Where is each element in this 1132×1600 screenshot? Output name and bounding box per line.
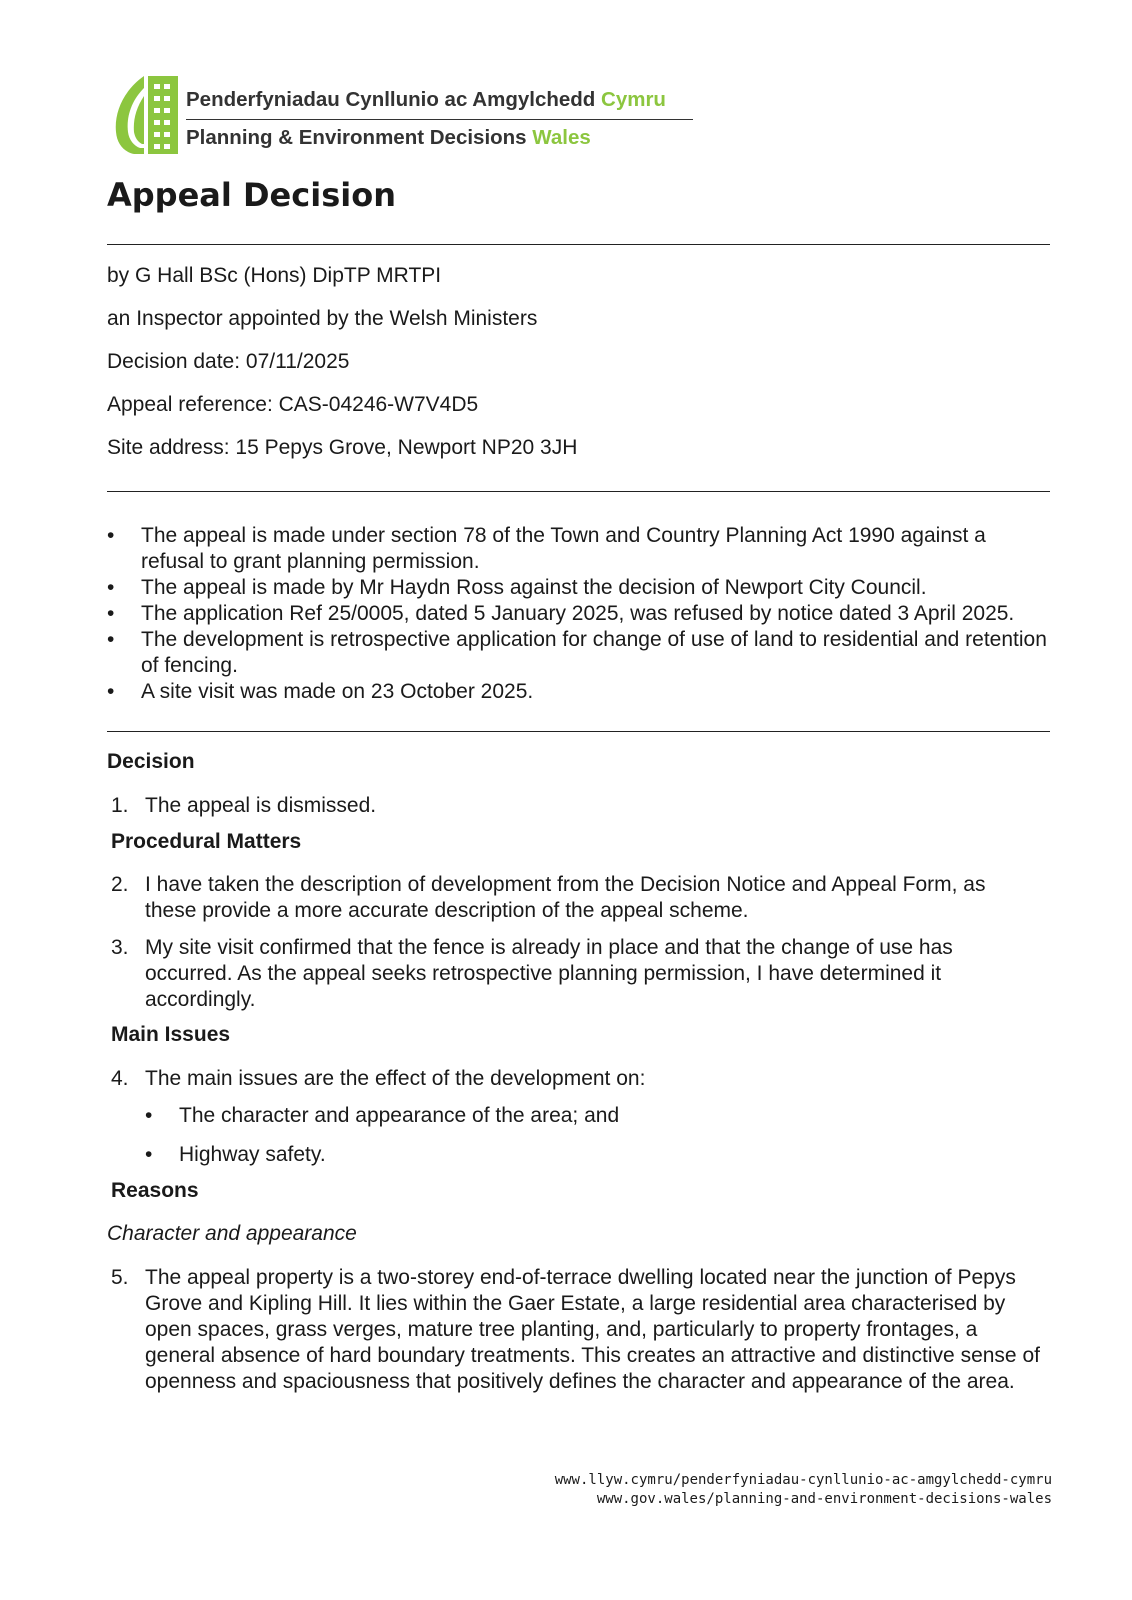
paragraph-5 bbox=[111, 1265, 1041, 1395]
paragraph-text: My site visit confirmed that the fence is already in place and that the change of use has occurred. As the appeal seeks retrospective planning permission, I have determined it accordingly. bbox=[145, 936, 953, 1011]
paragraph-text: The main issues are the effect of the development on: bbox=[145, 1067, 646, 1090]
paragraph-4 bbox=[111, 1066, 1041, 1092]
divider bbox=[107, 731, 1050, 732]
list-item: • The appeal is made by Mr Haydn Ross against the decision of Newport City Council. bbox=[107, 575, 1050, 601]
list-item: • A site visit was made on 23 October 2025. bbox=[107, 679, 1050, 705]
list-item: • The development is retrospective application for change of use of land to residential and retention of fencing. bbox=[107, 627, 1050, 679]
paragraph-number: 3. bbox=[111, 936, 129, 959]
inspector-name: by G Hall BSc (Hons) DipTP MRTPI bbox=[107, 264, 442, 287]
subheading-character-appearance: Character and appearance bbox=[107, 1222, 357, 1245]
footer-url-welsh[interactable]: www.llyw.cymru/penderfyniadau-cynllunio-ac-amgylchedd-cymru bbox=[554, 1472, 1052, 1488]
inspector-appointment: an Inspector appointed by the Welsh Ministers bbox=[107, 307, 538, 330]
paragraph-number: 2. bbox=[111, 873, 129, 896]
list-item: • The appeal is made under section 78 of the Town and Country Planning Act 1990 against a refusal to grant planning permission. bbox=[107, 523, 1050, 575]
logo-divider bbox=[186, 119, 693, 120]
section-heading-reasons: Reasons bbox=[111, 1179, 199, 1202]
paragraph-text: I have taken the description of development from the Decision Notice and Appeal Form, as these provide a more accurate description of the appeal scheme. bbox=[145, 873, 986, 922]
paragraph-number: 1. bbox=[111, 794, 129, 817]
page-title: Appeal Decision bbox=[107, 176, 396, 214]
paragraph-number: 5. bbox=[111, 1266, 129, 1289]
list-item: • The character and appearance of the area; and bbox=[145, 1104, 620, 1127]
logo-welsh-name: Penderfyniadau Cynllunio ac Amgylchedd Cymru bbox=[186, 88, 666, 111]
divider bbox=[107, 491, 1050, 492]
decision-date: Decision date: 07/11/2025 bbox=[107, 350, 350, 373]
pedw-logo bbox=[114, 74, 694, 156]
footer-url-english[interactable]: www.gov.wales/planning-and-environment-decisions-wales bbox=[596, 1491, 1052, 1507]
site-address: Site address: 15 Pepys Grove, Newport NP20 3JH bbox=[107, 436, 578, 459]
paragraph-3 bbox=[111, 935, 1041, 1013]
paragraph-number: 4. bbox=[111, 1067, 129, 1090]
bullet-dot: • bbox=[145, 1143, 153, 1166]
appeal-reference: Appeal reference: CAS-04246-W7V4D5 bbox=[107, 393, 479, 416]
paragraph-2 bbox=[111, 872, 1041, 924]
footer-links bbox=[555, 1471, 1052, 1509]
leaf-building-logo-icon bbox=[114, 74, 180, 156]
section-heading-main-issues: Main Issues bbox=[111, 1023, 231, 1046]
divider bbox=[107, 244, 1050, 245]
list-item: • Highway safety. bbox=[145, 1143, 326, 1166]
list-item: • The application Ref 25/0005, dated 5 January 2025, was refused by notice dated 3 April 2025. bbox=[107, 601, 1050, 627]
section-heading-decision: Decision bbox=[107, 750, 195, 773]
paragraph-text: The appeal property is a two-storey end-of-terrace dwelling located near the junction of Pepys Grove and Kipling Hill. It lies within the Gaer Estate, a large residential area characterised by open spaces, grass verges, mature tree planting, and, particularly to property frontages, a general absence of hard boundary treatments. This creates an attractive and distinctive sense of openness and spaciousness that positively defines the character and appearance of the area. bbox=[145, 1266, 1040, 1393]
appeal-summary-list bbox=[107, 523, 1050, 705]
bullet-dot: • bbox=[145, 1104, 153, 1127]
logo-english-name: Planning & Environment Decisions Wales bbox=[186, 126, 591, 149]
section-heading-procedural-matters: Procedural Matters bbox=[111, 830, 302, 853]
paragraph-text: The appeal is dismissed. bbox=[145, 794, 377, 817]
paragraph-1 bbox=[111, 793, 1041, 819]
